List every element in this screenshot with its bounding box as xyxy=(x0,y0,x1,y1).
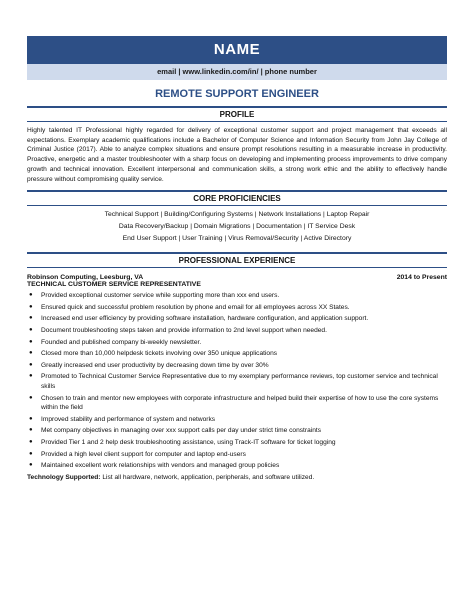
bullet-icon: ● xyxy=(29,450,33,457)
bullet-icon: ● xyxy=(29,427,33,434)
bullet-icon: ● xyxy=(29,361,33,368)
list-item: ● Provided exceptional customer service while supporting more than xxx end users. xyxy=(29,292,280,300)
job-header xyxy=(27,274,447,281)
technology-label: Technology Supported: xyxy=(27,473,101,481)
technology-text: List all hardware, network, application, peripherals, and software utilized. xyxy=(100,473,315,481)
profile-heading: PROFILE xyxy=(27,106,447,122)
bullet-icon: ● xyxy=(29,327,33,333)
profile-text: Highly talented IT Professional highly regarded for delivery of exceptional customer support and project management that exceeds all expectations. Exemplary academic qualifications include a Bachelor of Computer Science and Information Security from John Jay College of Criminal Justice (2017). Able to analyze complex situations and ensure prompt resolutions resulting in a measurable increase in productivity. Proactive, energetic and a master troubleshooter with a sharp focus on developing and implementing process improvements to drive company growth and technical innovation. Excellent interpersonal and communication skills, a strong work ethic and the ability to effectively handle pressure without compromising quality service. xyxy=(27,127,447,183)
list-item: ● Greatly increased end user productivity by decreasing down time by over 30% xyxy=(29,361,269,369)
experience-heading: PROFESSIONAL EXPERIENCE xyxy=(27,252,447,268)
competencies-line: Technical Support | Building/Configuring Systems | Network Installations | Laptop Repair xyxy=(104,211,370,219)
competencies-heading: CORE PROFICIENCIES xyxy=(27,190,447,206)
company-name: Robinson Computing, Leesburg, VA xyxy=(27,274,144,282)
competencies-list xyxy=(27,206,447,252)
experience-bullets xyxy=(27,291,447,471)
bullet-icon: ● xyxy=(29,462,33,469)
bullet-icon: ● xyxy=(29,373,33,380)
list-item: ● Chosen to train and mentor new employees with corporate infrastructure and helped build their expertise of how to use the core systems within the field xyxy=(29,394,439,412)
list-item: ● Provided Tier 1 and 2 help desk troubleshooting assistance, using Track-IT software for ticket logging xyxy=(29,438,336,446)
bullet-icon: ● xyxy=(29,350,33,357)
bullet-icon: ● xyxy=(29,415,33,422)
list-item: ● Closed more than 10,000 helpdesk tickets involving over 350 unique applications xyxy=(29,350,278,358)
competencies-line: Data Recovery/Backup | Domain Migrations | Documentation | IT Service Desk xyxy=(118,223,356,231)
list-item: ● Increased end user efficiency by providing software installation, hardware configuration, and application support. xyxy=(29,315,369,323)
list-item: ● Promoted to Technical Customer Service Representative due to my exemplary performance reviews, top customer service and technical skills xyxy=(29,373,438,390)
list-item: ● Maintained excellent work relationships with vendors and managed group policies xyxy=(29,462,280,470)
list-item: ● Founded and published company bi-weekly newsletter. xyxy=(29,338,202,346)
job-role: TECHNICAL CUSTOMER SERVICE REPRESENTATIVE xyxy=(27,281,201,289)
job-dates: 2014 to Present xyxy=(396,274,447,282)
job-title: REMOTE SUPPORT ENGINEER xyxy=(155,88,319,100)
bullet-icon: ● xyxy=(29,438,33,445)
list-item: ● Document troubleshooting steps taken and provide information to 2nd level support when needed. xyxy=(29,327,327,334)
bullet-icon: ● xyxy=(29,303,33,310)
bullet-icon: ● xyxy=(29,338,33,345)
resume-page xyxy=(27,36,447,483)
list-item: ● Provided a high level client support for computer and laptop end-users xyxy=(29,450,246,458)
list-item: ● Met company objectives in managing over xxx support calls per day under strict time constraints xyxy=(29,427,321,435)
contact-line: email | www.linkedin.com/in/ | phone number xyxy=(27,64,447,80)
list-item: ● Ensured quick and successful problem resolution by phone and email for all employees across XX States. xyxy=(29,303,350,311)
technology-supported xyxy=(27,473,447,483)
name-heading: NAME xyxy=(27,36,447,64)
bullet-icon: ● xyxy=(29,394,33,401)
bullet-icon: ● xyxy=(29,292,33,299)
bullet-icon: ● xyxy=(29,315,33,322)
competencies-line: End User Support | User Training | Virus Removal/Security | Active Directory xyxy=(122,235,352,243)
list-item: ● Improved stability and performance of system and networks xyxy=(29,415,216,423)
